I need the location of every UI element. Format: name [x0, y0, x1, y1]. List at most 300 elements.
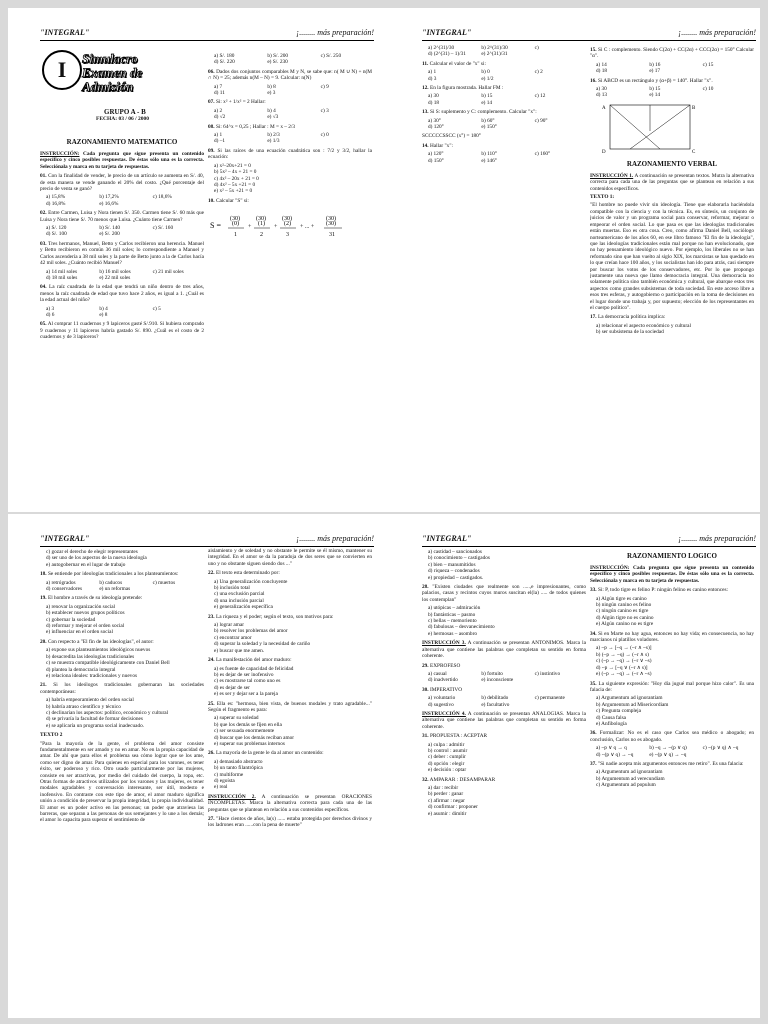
answer-option[interactable]: e) propiedad – castigados. [428, 574, 484, 581]
svg-text:S =: S = [210, 221, 221, 231]
answer-options [46, 647, 204, 679]
answer-options [596, 745, 754, 758]
answer-option[interactable]: e) S/. 230 [267, 59, 288, 66]
answer-option[interactable]: c) afirmar : negar [428, 797, 465, 804]
answer-option[interactable]: a) expone sus planteamientos ideológicos nuevos [46, 647, 151, 654]
answer-option[interactable]: b) perder : ganar [428, 791, 464, 798]
answer-option[interactable]: a) Algún tigre es canino [596, 595, 647, 602]
answer-option[interactable]: a) 2^(31)/30 [428, 45, 455, 51]
answer-options [428, 605, 586, 637]
answer-option[interactable]: a) 14 [596, 61, 607, 68]
answer-option[interactable]: e) real [214, 784, 228, 791]
verbal-instruction-label: INSTRUCCIÓN 1. [590, 172, 634, 179]
answer-option[interactable]: c) (~p → ~q) → (~r ∨ ~s) [596, 658, 652, 665]
answer-option[interactable]: e) es ser y dejar ser a la pareja [214, 691, 278, 698]
answer-option[interactable]: a) 3 [46, 305, 55, 312]
question-body: Tres hermanos, Manuel, Betto y Carlos recibieron una herencia. Manuel y Betto recibieron en común 36 mil soles; lo correspondiente a Manuel y Carlos ascendería a 38 mil soles y la parte de Betto junto a la de Carlos hacía 42 mil soles. ¿Cuánto recibió Manuel? [40, 240, 204, 267]
question-list [590, 587, 754, 788]
answer-option[interactable]: d) inadvertido [428, 677, 458, 684]
answer-option[interactable]: c) 9 [320, 83, 329, 90]
answer-option[interactable]: e) 14 [481, 99, 493, 106]
answer-option[interactable]: b) 17,2% [99, 194, 119, 201]
question-text [208, 657, 372, 663]
answer-option[interactable]: a) demasiado abstracto [214, 758, 263, 765]
answer-option[interactable]: d) 11 [214, 90, 225, 97]
question-body: PROPUESTA : ACEPTAR [429, 733, 488, 740]
answer-options [46, 225, 204, 238]
answer-option[interactable]: b) 5x² – 4x + 21 = 0 [214, 169, 257, 176]
answer-option[interactable]: d) –1 [214, 138, 226, 145]
answer-option[interactable]: d) 3 [428, 75, 437, 82]
answer-option[interactable]: c) 10 [702, 86, 714, 93]
question-body: Dados dos conjuntos comparables M y N, se sabe que: n( M ∪ N) + n(M ∩ N) = 25; además n(M – N) = 9. Calcular: n(N) [208, 68, 372, 82]
texto-2-label: TEXTO 2 [40, 732, 63, 739]
answer-option[interactable]: a) Una generalización concluyente [214, 578, 288, 585]
answer-option[interactable]: b) 4 [99, 305, 108, 312]
answer-option[interactable]: c) multiforme [214, 771, 244, 778]
instruction-3-text: A continuación se presentan ANTONIMOS. Marca la alternativa que contiene las palabras que completan su sentido en forma coherente. [422, 640, 586, 660]
answer-option[interactable]: b) 2/3 [267, 132, 280, 139]
answer-option[interactable]: a) renovar la organización social [46, 603, 116, 610]
question-list [208, 816, 372, 829]
answer-option[interactable]: d) opción : elegir [428, 760, 465, 767]
question-number: 31. [422, 733, 429, 740]
answer-options [46, 697, 204, 729]
answer-option[interactable]: c) 5 [152, 305, 161, 312]
question-text [422, 777, 586, 783]
question-number: 14. [422, 142, 429, 149]
answer-option[interactable]: c) gobernar la sociedad [46, 616, 96, 623]
rectangle-figure [590, 101, 710, 155]
answer-option[interactable]: c) 12 [534, 93, 546, 100]
question-text [40, 571, 204, 577]
question-text [422, 61, 586, 67]
answer-option[interactable]: d) 18 mil soles [46, 274, 78, 281]
answer-option[interactable]: b) resolver los problemas del amor [214, 628, 288, 635]
answer-option[interactable]: b) 15 [481, 93, 493, 100]
answer-options [214, 579, 372, 611]
answer-options [596, 596, 754, 628]
answer-option[interactable]: b) establecer nuevos grupos políticos [46, 610, 125, 617]
question-body: IMPERATIVO [429, 686, 463, 693]
svg-text:(1): (1) [258, 221, 265, 228]
question-body: Si las raíces de una ecuación cuadrática son : 7/2 y 3/2, hallar la ecuación: [208, 147, 372, 161]
answer-option[interactable]: c) bellas – memoriento [428, 618, 477, 625]
answer-option[interactable]: e) decisión : optar [428, 767, 467, 774]
texto-1-label: TEXTO 1: [590, 194, 615, 201]
answer-option[interactable]: c) 160° [534, 151, 551, 158]
answer-option[interactable]: d) S/. 220 [214, 59, 235, 66]
answer-option[interactable]: b) habría atraso científico y técnico [46, 703, 121, 710]
answer-option[interactable]: a) dar : recibir [428, 785, 459, 791]
answer-option[interactable]: a) es fuente de capacidad de felicidad [214, 665, 294, 672]
answer-option[interactable]: c) 15 [702, 61, 714, 68]
answer-option[interactable]: b) S/. 200 [267, 53, 289, 59]
q27-options [428, 549, 586, 581]
answer-option[interactable]: e) 3 [267, 90, 276, 97]
question-text [590, 681, 754, 694]
question-number: 27. [208, 816, 215, 823]
answer-option[interactable]: a) 15,8% [46, 194, 66, 201]
answer-option[interactable]: a) utópicas – admiración [428, 605, 481, 612]
question-number: 01. [40, 173, 47, 180]
instruction-label: INSTRUCCIÓN: [590, 565, 630, 571]
answer-option[interactable]: a) superar su soledad [214, 715, 259, 722]
answer-options [214, 84, 372, 97]
answer-option[interactable]: e) 14 [649, 92, 661, 99]
answer-option[interactable]: a) culpa : admitir [428, 741, 465, 748]
answer-option[interactable]: a) Argumentum ad ignorantiam [596, 769, 663, 776]
answer-option[interactable]: b) control : asumir [428, 747, 468, 754]
answer-option[interactable]: d) reformar y mejorar el orden social [46, 623, 125, 630]
question-body: La raíz cuadrada de la edad que tendrá un niño dentro de tres años, menos la raíz cuadrada de edad que tuvo hace 2 años, es igual a 1. ¿Cuál es la edad actual del niño? [40, 284, 204, 304]
answer-option[interactable]: a) 1 [214, 132, 223, 139]
answer-option[interactable]: c) Argumentum ad populum [596, 782, 656, 789]
answer-option[interactable]: b) 16 [649, 61, 661, 68]
answer-option[interactable]: e) S/. 200 [99, 231, 120, 238]
answer-option[interactable]: a) lograr amar [214, 622, 244, 629]
answer-option[interactable]: e) buscar que me amen. [214, 647, 265, 654]
answer-option[interactable]: a) Argumentum ad ignorantiam [596, 695, 663, 702]
quad-label-b: B [692, 105, 696, 111]
exam-date: FECHA: 03 / 06 / 2000 [96, 116, 150, 122]
answer-option[interactable]: c) Pregunta compleja [596, 708, 642, 715]
answer-option[interactable]: b) S/. 140 [99, 225, 121, 232]
answer-options [46, 549, 204, 568]
answer-option[interactable]: b) un tanto filantrópica [214, 765, 263, 772]
answer-option[interactable]: d) 13 [596, 92, 608, 99]
answer-option[interactable]: c) instintivo [534, 670, 561, 677]
answer-option[interactable]: b) es dejar de ser inofensivo [214, 671, 274, 678]
question-number: 20. [40, 638, 47, 645]
answer-option[interactable]: d) 6 [46, 311, 55, 318]
answer-option[interactable]: e) se aplicaría un programa social inadecuado. [46, 722, 145, 729]
answer-option[interactable]: e) 1/3 [267, 138, 280, 145]
answer-option[interactable]: b) que los demás se fijen en ella [214, 721, 282, 728]
answer-option[interactable]: e) generalización específica [214, 604, 273, 611]
answer-option[interactable]: b) conocimiento – castigados [428, 555, 490, 562]
question-text [590, 587, 754, 593]
question-body: Con respecto a "El fin de las ideologías", el autor: [47, 638, 154, 645]
answer-option[interactable]: d) buscar que los demás reciban amor [214, 734, 295, 741]
answer-option[interactable]: e) 16,6% [99, 200, 119, 207]
answer-option[interactable]: e) asumir : dimitir [428, 810, 467, 817]
answer-option[interactable]: e) relaciona ideales: tradicionales y nuevos [46, 672, 138, 679]
answer-option[interactable]: e) Algún canino no es tigre [596, 621, 654, 628]
answer-option[interactable]: d) confirmar : proponer [428, 804, 478, 811]
page-1-right [390, 8, 760, 512]
answer-option[interactable]: c) [534, 45, 539, 51]
answer-option[interactable]: d) ~(p ∨ q) → ~q [596, 751, 634, 758]
answer-option[interactable]: b) ningún canino es felino [596, 602, 652, 609]
question-body: Entre Carmen, Luisa y Nora tienen S/. 350. Carmen tiene S/. 60 más que Luisa y Nora tiene S/. 70 menos que Luisa. ¿Cuánto tiene Carmen? [40, 210, 204, 223]
answer-option[interactable]: d) sugestivo [428, 701, 454, 708]
question-list [422, 45, 586, 164]
answer-option[interactable]: b) (~p → ~q) → (~r ∧ s) [596, 651, 649, 658]
answer-option[interactable]: c) declinarían los aspectos: político, económico y cultural [46, 709, 169, 716]
answer-option[interactable]: d) plantea la democracia integral [46, 666, 116, 673]
answer-option[interactable]: a) 120° [428, 151, 444, 158]
answer-option[interactable]: e) Anfibología [596, 720, 627, 727]
answer-option[interactable]: c) bien – manumitidos [428, 561, 476, 568]
answer-option[interactable]: d) se privaría la facultad de formar decisiones [46, 716, 143, 723]
question-number: 24. [208, 657, 215, 664]
question-body: La democracia política implica: [597, 314, 666, 321]
answer-options [214, 759, 372, 791]
answer-option[interactable]: c) deber : cumplir [428, 754, 466, 761]
question-body: Si ABCD es un rectángulo y (α+β) = 140°. Hallar "x". [597, 77, 713, 84]
answer-option[interactable]: b) 8 [267, 83, 276, 90]
answer-option[interactable]: d) superar la soledad y la necesidad de cariño [214, 641, 311, 648]
answer-options [596, 86, 754, 99]
answer-option[interactable]: b) ser subsistema de la sociedad [596, 329, 664, 336]
answer-option[interactable]: a) casual [428, 670, 447, 677]
answer-option[interactable]: b) fortuito [481, 670, 503, 677]
answer-option[interactable]: b) fantásticas – pasmo [428, 611, 476, 618]
answer-option[interactable]: d) ser uno de los aspectos de la nueva ideología [46, 555, 147, 562]
answer-option[interactable]: a) S/. 180 [214, 53, 235, 59]
answer-option[interactable]: b) Argumentum ad Misericordiam [596, 701, 669, 708]
answer-option[interactable]: e) autogobernar en el lugar de trabajo [46, 561, 126, 568]
answer-option[interactable]: c) encontrar amor [214, 634, 252, 641]
instruction-math [40, 151, 204, 170]
answer-option[interactable]: d) es dejar de ser [214, 684, 250, 691]
header-left: "INTEGRAL" [422, 534, 472, 543]
answer-option[interactable]: c) 3 [320, 107, 329, 114]
answer-option[interactable]: d) ~p → [~q ∨ (~r ∧ s)] [596, 664, 648, 671]
svg-text:(2): (2) [284, 221, 291, 228]
answer-option[interactable]: b) 0 [481, 69, 490, 76]
header-left: "INTEGRAL" [40, 534, 90, 543]
answer-option[interactable]: e) 1/2 [481, 75, 494, 82]
answer-options [214, 163, 372, 195]
answer-option[interactable]: e) 150° [481, 124, 497, 131]
question-body: Al comprar 11 cuadernos y 9 lapiceros gasté S/.910. Si hubiera comprado 9 cuadernos y 11 lapiceros habría gastado S/. 890. ¿Cuál es el costo de 2 cuadernos y de 3 lapiceros? [40, 321, 204, 341]
answer-option[interactable]: d) (2^(31) – 1)/31 [428, 51, 466, 58]
answer-options [214, 666, 372, 698]
answer-option[interactable]: b) caducos [99, 579, 123, 586]
question-body: Con la finalidad de vender, le precio de un artículo se aumenta en S/. 40, de esta manera se vende ganando el 20% del costo. ¿Qué porcentaje del precio de venta se ganó? [40, 173, 204, 193]
answer-options [596, 62, 754, 75]
question-number: 02. [40, 210, 47, 217]
answer-option[interactable]: c) 18,6% [152, 194, 172, 201]
question-number: 18. [40, 571, 47, 578]
question-text [40, 210, 204, 223]
answer-option[interactable]: a) ~p ∨ q → q [596, 745, 627, 752]
question-body: "Existen ciudades que realmente son .....,e impresionantes, como palacios, casas y recintos cuyos muros suscitan el(la) ..... de todos quienes los contemplan" [422, 584, 586, 603]
answer-option[interactable]: d) 18 [428, 99, 440, 106]
question-list [208, 53, 372, 204]
answer-option[interactable]: b) 15 [649, 86, 661, 93]
instruction-4 [422, 711, 586, 730]
answer-option[interactable]: c) 0 [320, 132, 329, 139]
answer-option[interactable]: c) permanente [534, 695, 565, 702]
answer-option[interactable]: d) riqueza – condenados [428, 568, 480, 575]
answer-option[interactable]: d) S/. 100 [46, 231, 67, 238]
question-number: 10. [208, 197, 215, 204]
answer-option[interactable]: d) 16,8% [46, 200, 66, 207]
answer-option[interactable]: a) retrógrados [46, 579, 76, 586]
answer-option[interactable]: e) 8 [99, 311, 108, 318]
institution-logo [42, 50, 82, 90]
header-right: ¡........ más preparación! [678, 534, 756, 543]
answer-option[interactable]: c) S/. 250 [320, 53, 342, 59]
answer-option[interactable]: a) 30° [428, 117, 441, 124]
answer-option[interactable]: b) inclusión total [214, 585, 250, 592]
answer-option[interactable]: c) ~(p ∨ q) ∧ ~q [702, 745, 739, 752]
svg-text:(30): (30) [282, 216, 292, 223]
answer-option[interactable]: a) 2 [214, 107, 223, 114]
question-number: 06. [208, 68, 215, 75]
answer-option[interactable]: b) 110° [481, 151, 497, 158]
texto-2-body: "Para la mayoría de la gente, el problema del amor consiste fundamentalmente en ser amado y no en amar. No en la propia capacidad de amar. De ahí que para ellos el problema sea cómo lograr que se los ame, como ser digno de amar. Para quienes en especial para los varones, es tener éxito, ser poderoso y rico. Otro usado particularmente por las mujeres, consiste en ser atractivas, por medio del cuidado del cuerpo, la ropa, etc. Otras formas de atractivos utilizados por los varones y las mujeres, es tener modales agradables y conversación interesante, ser útil, modesto e inofensivo. En contraste con este tipo de amor, el amor maduro significa unión a condición de preservar la propia integridad, la propia individualidad. El amor es un poder activo en las personas; un poder que atraviesa las barreras, que separan a las personas de sus semejantes y lo une a los demás; el amor lo capacita para superar el sentimiento de [40, 740, 204, 824]
answer-option[interactable]: a) x²–20x+21 = 0 [214, 162, 251, 169]
question-text [422, 663, 586, 669]
question-text [208, 99, 372, 105]
answer-option[interactable]: c) una exclusión parcial [214, 591, 265, 598]
answer-option[interactable]: d) Algún tigre no es canino [596, 614, 654, 621]
answer-option[interactable]: c) 4x² – 20x + 21 = 0 [214, 175, 259, 182]
question-number: 32. [422, 776, 429, 783]
question-number: 03. [40, 240, 47, 247]
answer-option[interactable]: c) muertos [152, 579, 176, 586]
answer-option[interactable]: a) 30 [596, 86, 607, 93]
answer-option[interactable]: b) debilitado [481, 695, 509, 702]
question-list [40, 549, 204, 729]
answer-option[interactable]: c) es mostrarse tal como uno es [214, 678, 281, 685]
answer-options [428, 695, 586, 708]
question-text [208, 570, 372, 576]
question-number: 30. [422, 686, 429, 693]
question-number: 11. [422, 60, 429, 67]
question-number: 25. [208, 700, 215, 707]
answer-option[interactable]: e) superar sus problemas internos [214, 740, 285, 747]
answer-option[interactable]: e) (~p → ~q) → (~r ∧ ~s) [596, 671, 652, 678]
rectangle-figure-box [590, 101, 754, 155]
answer-option[interactable]: e) inconsciente [481, 677, 514, 684]
answer-option[interactable]: d) 18 [596, 68, 608, 75]
texto-2-continuation: aislamiento y de soledad y no obstante le permite se él mismo, mantener su integridad. En el amor se da la paradoja de dos seres que se convierten en uno y no obstante siguen siendo dos ..." [208, 548, 372, 567]
question-body: Si: P, todo tigre es felino P: ningún felino es canino entonces: [597, 587, 729, 594]
question-text [208, 69, 372, 82]
answer-option[interactable]: e) 17 [649, 68, 661, 75]
answer-option[interactable]: c) S/. 160 [152, 225, 174, 232]
answer-option[interactable]: d) Causa falsa [596, 714, 627, 721]
answer-option[interactable]: a) castidad – sancionados [428, 549, 482, 555]
page-header [422, 534, 756, 547]
sheet-bottom [8, 514, 760, 1018]
answer-options [596, 645, 754, 677]
answer-option[interactable]: d) √2 [214, 114, 226, 121]
answer-option[interactable]: a) 30 [428, 93, 439, 100]
svg-text:(30): (30) [256, 216, 266, 223]
answer-option[interactable]: b) desacredita las ideologías tradicionales [46, 653, 135, 660]
answer-option[interactable]: b) ~q → ~(p ∨ q) [649, 745, 687, 752]
answer-option[interactable]: a) relacionar el aspecto económico y cultural [596, 322, 692, 329]
question-number: 36. [590, 730, 597, 737]
question-list [422, 733, 586, 773]
answer-option[interactable]: e) hermosas – asombro [428, 630, 477, 637]
answer-option[interactable]: a) 14 mil soles [46, 268, 78, 275]
answer-option[interactable]: a) 7 [214, 83, 223, 90]
header-right: ¡........ más preparación! [678, 28, 756, 37]
question-body: El texto esta determinado por: [215, 570, 280, 577]
column-math-4 [590, 44, 754, 506]
answer-option[interactable]: b) 60° [481, 117, 495, 124]
answer-option[interactable]: a) ~p → [~q → (~r ∧ ~s)] [596, 645, 652, 652]
svg-text:(30): (30) [326, 216, 336, 223]
answer-option[interactable]: c) gozar el derecho de elegir representantes [46, 549, 138, 555]
answer-option[interactable]: b) 4 [267, 107, 276, 114]
answer-option[interactable]: c) 90° [534, 117, 548, 124]
answer-option[interactable]: e) √3 [267, 114, 279, 121]
instruction-logic [590, 565, 754, 584]
question-list [590, 314, 754, 335]
answer-option[interactable]: c) se muestra compatible ideológicamente con Daniel Bell [46, 660, 170, 667]
answer-options [46, 604, 204, 636]
column-verbal-3 [422, 548, 586, 1013]
answer-option[interactable]: e) 146° [481, 157, 497, 164]
answer-option[interactable]: c) 21 mil soles [152, 268, 184, 275]
question-number: 37. [590, 760, 597, 767]
question-body: Hallar "x": [429, 142, 453, 149]
answer-option[interactable]: d) una inclusión parcial [214, 597, 264, 604]
answer-option[interactable]: e) 2^(31)/31 [481, 51, 508, 58]
answer-option[interactable]: b) 2^(31)/30 [481, 45, 508, 51]
column-math-1 [40, 134, 204, 504]
answer-option[interactable]: a) S/. 120 [46, 225, 67, 232]
quad-label-a: A [602, 105, 606, 111]
answer-option[interactable]: a) habría empeoramiento del orden social [46, 697, 134, 704]
answer-option[interactable]: d) 4x² – 5x +21 = 0 [214, 181, 256, 188]
answer-option[interactable]: a) 1 [428, 69, 437, 76]
answer-option[interactable]: c) 2 [534, 69, 543, 76]
question-body: La manifestación del amor maduro: [215, 657, 292, 664]
svg-text:+: + [274, 224, 278, 231]
answer-option[interactable]: c) ningún canino es tigre [596, 608, 649, 615]
answer-option[interactable]: d) egoísta [214, 778, 235, 784]
answer-option[interactable]: d) fabulosas – desvanecimiento [428, 624, 495, 631]
answer-option[interactable]: e) ~(p ∨ q) → ~q [649, 751, 687, 758]
answer-option[interactable]: e) un reformas [99, 586, 131, 593]
answer-options [214, 108, 372, 121]
question-number: 17. [590, 314, 597, 321]
svg-text:(30): (30) [230, 216, 240, 223]
answer-option[interactable]: e) 22 mil soles [99, 274, 131, 281]
question-body: El hombre a través de su ideología pretende: [47, 595, 143, 602]
answer-option[interactable]: c) ser sexuada enormemente [214, 728, 275, 735]
question-text [40, 639, 204, 645]
answer-option[interactable]: e) facultativo [481, 701, 510, 708]
question-body: La riqueza y el poder; según el texto, son motivos para: [215, 613, 334, 620]
question-number: 07. [208, 99, 215, 106]
answer-option[interactable]: d) 150° [428, 157, 444, 164]
answer-option[interactable]: a) voluntario [428, 695, 456, 702]
instruction-text: Cada pregunta que sigue presenta un contenido específico y cinco posibles respuestas. De éstas sólo una es la correcta. Selecciónala y marca en tu tarjeta de respuestas. [590, 565, 754, 584]
answer-option[interactable]: b) Argumentum ad verecundiam [596, 775, 665, 782]
answer-option[interactable]: e) influenciar en el orden social [46, 629, 113, 636]
answer-option[interactable]: d) conservadores [46, 586, 83, 593]
answer-option[interactable]: b) 16 mil soles [99, 268, 131, 275]
answer-options [214, 715, 372, 747]
answer-option[interactable]: e) x² – 5x +21 = 0 [214, 188, 253, 195]
header-right: ¡........ más preparación! [296, 28, 374, 37]
question-text [208, 148, 372, 161]
question-list [422, 777, 586, 817]
question-body: Se entiende por ideologías tradicionales a los planteamientos: [47, 571, 179, 578]
answer-options [428, 785, 586, 817]
answer-option[interactable]: d) 120° [428, 124, 444, 131]
